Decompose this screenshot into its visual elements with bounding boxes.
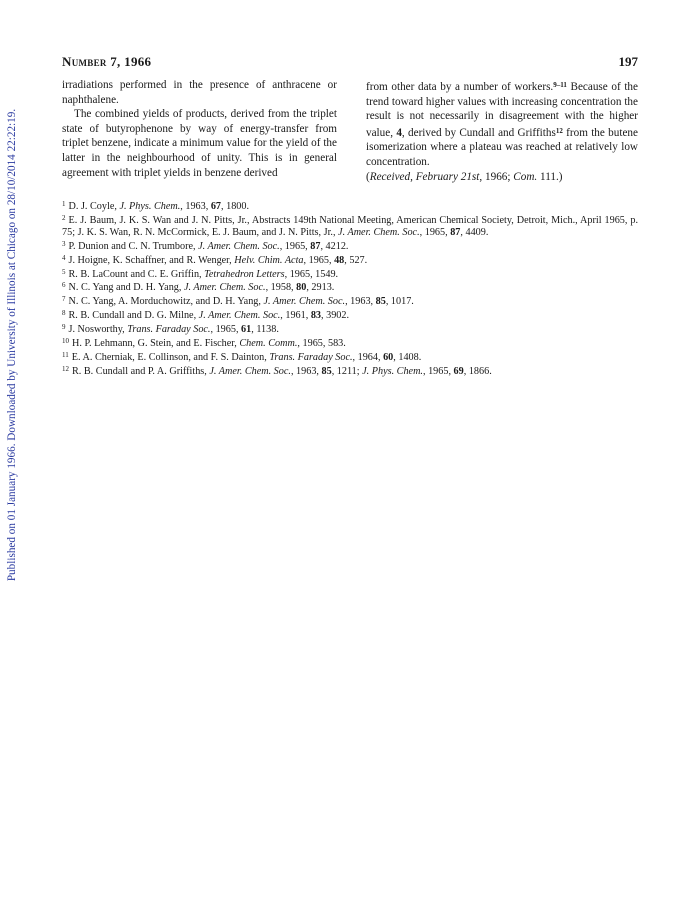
citation-marker: 12 [555, 126, 563, 135]
reference-number: 4 [62, 253, 66, 262]
page-number: 197 [618, 54, 638, 69]
reference-authors: R. B. Cundall and P. A. Griffiths, [72, 365, 210, 377]
paragraph: irradiations performed in the presence of anthracene or naphthalene. [62, 79, 337, 106]
reference-authors: E. J. Baum, J. K. S. Wan and J. N. Pitts, Jr., Abstracts 149th National Meeting, American Chemical Society, Detroit, Mich., April 1965, p. 75; J. K. S. Wan, R. N. McCormick, E. J. Baum, and J. N. Pitts, Jr., [62, 214, 638, 238]
reference-volume: 80 [296, 282, 307, 294]
reference-year: , 1964, [352, 351, 384, 363]
reference-year: , 1965, [210, 324, 242, 336]
left-column [62, 78, 337, 180]
reference-year: , 1965, [303, 254, 335, 266]
reference-pages: , 1211; [331, 365, 363, 377]
reference-number: 3 [62, 239, 66, 248]
reference-journal: J. Amer. Chem. Soc. [338, 226, 420, 238]
text-run: from the butene isomerization where a plateau was reached at relatively low concentration. [366, 126, 638, 168]
reference-item [62, 239, 638, 253]
reference-year: , 1963, [345, 296, 376, 308]
reference-item [62, 253, 638, 267]
reference-number: 7 [62, 295, 66, 304]
reference-authors: E. A. Cherniak, E. Collinson, and F. S. Dainton, [71, 351, 270, 363]
reference-journal: Trans. Faraday Soc. [127, 324, 211, 336]
reference-journal: Helv. Chim. Acta [234, 254, 304, 266]
reference-volume: 69 [453, 365, 464, 377]
reference-volume: 48 [334, 254, 345, 266]
download-watermark-text: Published on 01 January 1966. Downloaded by University of Illinois at Chicago on 28/10/2014 22:22:19. [6, 108, 18, 582]
reference-year: , 1963, [180, 201, 211, 212]
reference-year: , 1958, [265, 282, 297, 294]
journal-issue: Number 7, 1966 [62, 54, 152, 69]
reference-authors: R. B. LaCount and C. E. Griffin, [68, 268, 205, 280]
reference-item [62, 213, 638, 239]
text-run: Because of the trend toward higher values with increasing concentration the result is not necessarily in disagreement with the higher value, [366, 81, 638, 139]
page-header [62, 54, 638, 72]
reference-year: , 1963, [290, 365, 322, 377]
reference-year: , 1961, [280, 310, 311, 322]
reference-item [62, 350, 638, 364]
text-run: from other data by a number of workers. [366, 81, 554, 93]
reference-authors: P. Dunion and C. N. Trumbore, [68, 240, 199, 252]
reference-pages: , 3902. [321, 310, 350, 322]
reference-number: 12 [62, 364, 69, 373]
received-line [366, 170, 638, 185]
reference-volume: 85 [375, 296, 386, 308]
received-number: 111.) [537, 170, 563, 183]
reference-authors: J. Nosworthy, [68, 324, 128, 336]
text-run: , derived by Cundall and Griffiths [401, 126, 556, 139]
reference-year: , 1965, 1549. [284, 268, 339, 280]
reference-journal: J. Phys. Chem. [362, 365, 423, 377]
reference-journal: J. Amer. Chem. Soc. [183, 282, 266, 294]
reference-authors: J. Hoigne, K. Schaffner, and R. Wenger, [68, 254, 235, 266]
reference-pages: , 2913. [306, 282, 335, 294]
reference-journal: J. Amer. Chem. Soc. [198, 310, 281, 322]
reference-number: 5 [62, 267, 66, 276]
reference-year: , 1965, [419, 226, 451, 238]
reference-pages: , 4212. [320, 240, 349, 252]
reference-volume: 87 [450, 226, 461, 238]
citation-marker: 9–11 [553, 81, 567, 89]
reference-authors: H. P. Lehmann, G. Stein, and E. Fischer, [72, 338, 240, 350]
reference-pages: , 1138. [251, 324, 279, 336]
reference-year: , 1965, 583. [297, 338, 346, 350]
reference-journal: Chem. Comm. [239, 338, 298, 350]
reference-journal: J. Amer. Chem. Soc. [209, 365, 291, 377]
reference-year: , 1965, [422, 365, 454, 377]
reference-pages: , 1408. [393, 351, 422, 363]
reference-authors: R. B. Cundall and D. G. Milne, [68, 310, 199, 322]
reference-item [62, 199, 638, 213]
reference-journal: J. Amer. Chem. Soc. [263, 296, 346, 308]
reference-year: , 1965, [279, 240, 311, 252]
reference-volume: 67 [210, 201, 222, 212]
reference-item [62, 267, 638, 281]
paragraph [366, 78, 638, 170]
reference-journal: J. Amer. Chem. Soc. [198, 240, 280, 252]
reference-item [62, 308, 638, 322]
reference-pages: , 527. [344, 254, 368, 266]
reference-pages: , 4409. [460, 226, 489, 238]
reference-item [62, 364, 638, 378]
reference-number: 11 [62, 350, 69, 359]
reference-volume: 83 [310, 310, 321, 322]
reference-pages: , 1866. [463, 365, 492, 377]
reference-item [62, 280, 638, 294]
received-com: Com. [513, 170, 538, 183]
reference-number: 9 [62, 323, 66, 332]
received-prefix: ( [366, 170, 370, 183]
reference-authors: D. J. Coyle, [68, 201, 120, 212]
reference-volume: 85 [321, 365, 332, 377]
reference-number: 6 [62, 281, 66, 290]
reference-pages: , 1800. [221, 201, 250, 212]
download-watermark [4, 110, 20, 580]
references-list [62, 199, 638, 378]
bold-value: 4 [396, 126, 402, 139]
reference-number: 8 [62, 309, 66, 318]
reference-journal: Tetrahedron Letters [204, 268, 285, 280]
received-label: Received, February 21st [369, 170, 480, 183]
received-suffix: , 1966; [479, 170, 514, 183]
reference-volume: 60 [383, 351, 394, 363]
reference-number: 1 [62, 200, 66, 208]
reference-item [62, 294, 638, 308]
reference-authors: N. C. Yang, A. Morduchowitz, and D. H. Yang, [68, 296, 264, 308]
reference-volume: 61 [241, 324, 252, 336]
reference-volume: 87 [310, 240, 321, 252]
reference-number: 2 [62, 213, 66, 222]
right-column [366, 78, 638, 184]
reference-journal: Trans. Faraday Soc. [269, 351, 353, 363]
reference-number: 10 [62, 337, 69, 346]
paragraph: The combined yields of products, derived from the triplet state of butyrophenone by way of energy-transfer from triplet benzene, indicate a minimum value for the yield of the latter in the neighbourhood of unity. This is in general agreement with triplet yields in benzene derived [62, 108, 337, 179]
reference-authors: N. C. Yang and D. H. Yang, [68, 282, 184, 294]
reference-item [62, 336, 638, 350]
reference-pages: , 1017. [385, 296, 414, 308]
reference-item [62, 322, 638, 336]
reference-journal: J. Phys. Chem. [119, 201, 181, 212]
